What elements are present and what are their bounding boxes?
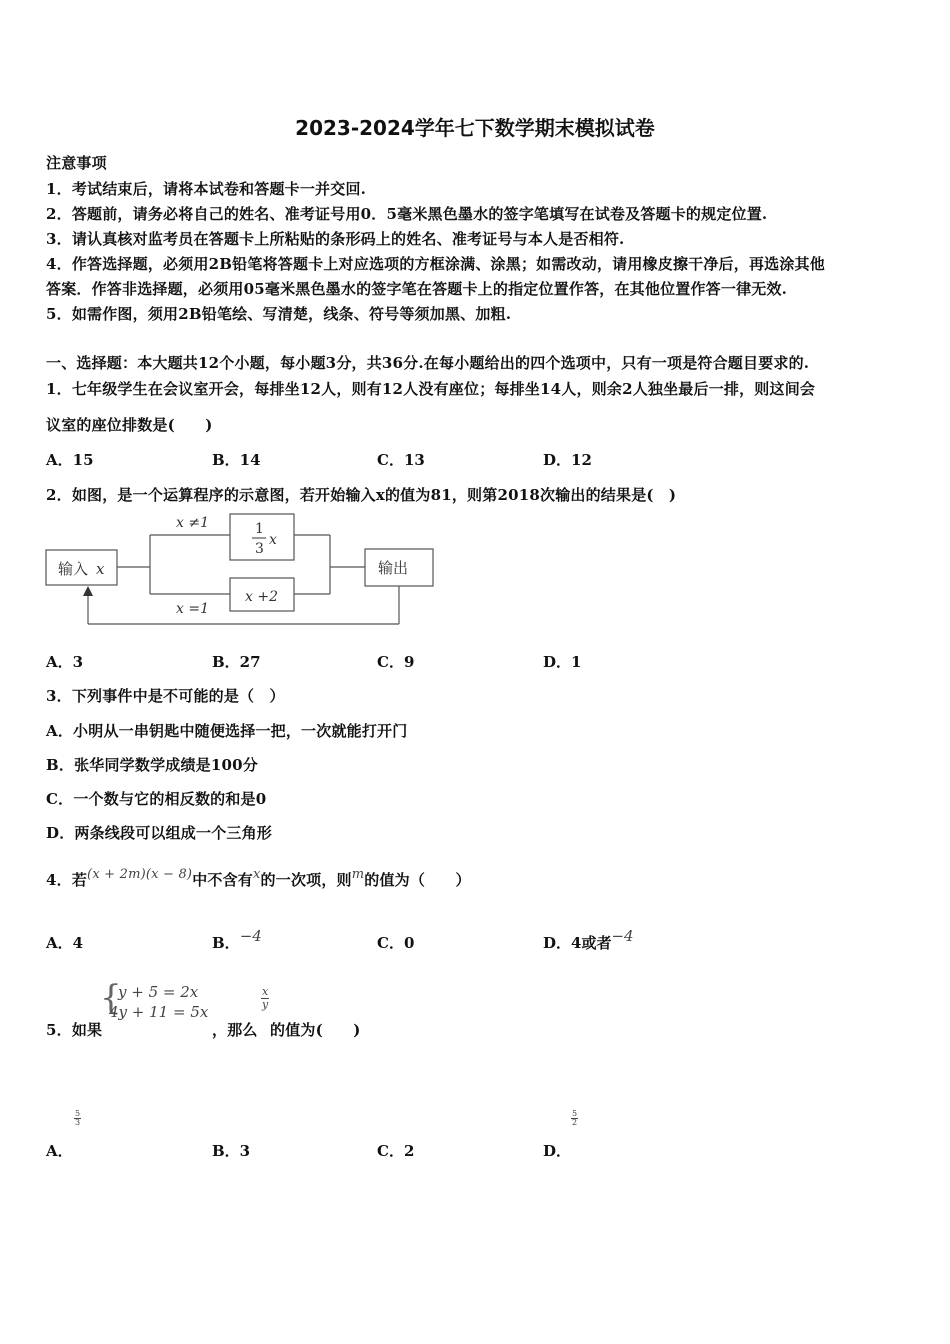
q4-expr: (x + 2m)(x − 8) <box>87 867 193 882</box>
page-title: 2023-2024学年七下数学期末模拟试卷 <box>295 116 655 140</box>
q4-var-m: m <box>351 867 365 882</box>
question-1-stem: 1．七年级学生在会议室开会，每排坐12人，则有12人没有座位；每排坐14人，则余2人独坐最后一排，则这间会 <box>46 380 816 398</box>
question-5-suffix: 的值为( ) <box>270 1021 361 1039</box>
q5-option-d: D． <box>543 1142 572 1160</box>
q4-suffix: 的值为（ ） <box>364 871 471 889</box>
q5-option-a-frac: $\frac{5}{3}$ <box>75 1109 81 1128</box>
q4-option-b: B．−4 <box>212 927 262 952</box>
cond-top: x ≠1 <box>176 515 209 531</box>
q1-option-d: D．12 <box>543 451 592 469</box>
question-2-stem: 2．如图，是一个运算程序的示意图，若开始输入x的值为81，则第2018次输出的结果是( ) <box>46 486 677 504</box>
q1-option-c: C．13 <box>377 451 425 469</box>
question-1-stem-cont: 议室的座位排数是( ) <box>46 416 213 434</box>
q4-var-x: x <box>253 867 261 882</box>
section-heading: 一、选择题：本大题共12个小题，每小题3分，共36分.在每小题给出的四个选项中，只有一项是符合题目要求的. <box>46 354 810 372</box>
q5-brace: { <box>100 978 122 1018</box>
q4-option-d: D．4或者−4 <box>543 927 634 952</box>
q4-option-d-math: −4 <box>611 927 634 945</box>
q5-eq1: y + 5 = 2x <box>118 983 199 1001</box>
q5-option-a: A． <box>46 1142 73 1160</box>
q1-option-a: A．15 <box>46 451 94 469</box>
q3-option-c: C．一个数与它的相反数的和是0 <box>46 790 267 808</box>
cond-bottom: x =1 <box>176 601 209 617</box>
question-5-prefix: 5．如果 <box>46 1021 103 1039</box>
question-4-stem <box>46 869 471 890</box>
notice-item: 1．考试结束后，请将本试卷和答题卡一并交回. <box>46 180 367 198</box>
notice-heading: 注意事项 <box>46 154 107 172</box>
q2-option-a: A．3 <box>46 653 84 671</box>
q4-mid1: 中不含有 <box>192 871 253 889</box>
notice-item: 4．作答选择题，必须用2B铅笔将答题卡上对应选项的方框涂满、涂黑；如需改动，请用橡皮擦干净后，再选涂其他 <box>46 255 825 273</box>
q3-option-a: A．小明从一串钥匙中随便选择一把，一次就能打开门 <box>46 722 408 740</box>
q2-option-c: C．9 <box>377 653 415 671</box>
output-label: 输出 <box>378 559 409 577</box>
q5-eq2: 4y + 11 = 5x <box>109 1003 209 1021</box>
input-label: 输入 <box>58 560 89 578</box>
q5-option-c: C．2 <box>377 1142 415 1160</box>
notice-item: 2．答题前，请务必将自己的姓名、准考证号用0．5毫米黑色墨水的签字笔填写在试卷及答题卡的规定位置. <box>46 205 768 223</box>
q2-option-d: D．1 <box>543 653 582 671</box>
op-top-var: x <box>269 532 277 548</box>
notice-item: 3．请认真核对监考员在答题卡上所粘贴的条形码上的姓名、准考证号与本人是否相符. <box>46 230 625 248</box>
arrow-up-icon <box>83 586 93 596</box>
q2-option-b: B．27 <box>212 653 261 671</box>
q4-option-b-math: −4 <box>239 927 262 945</box>
input-var: x <box>96 560 105 578</box>
q4-option-c: C．0 <box>377 934 415 952</box>
op-top-den: 3 <box>255 541 264 557</box>
q3-option-b: B．张华同学数学成绩是100分 <box>46 756 258 774</box>
q5-option-d-frac: $\frac{5}{2}$ <box>572 1109 578 1128</box>
notice-item: 答案．作答非选择题，必须用05毫米黑色墨水的签字笔在答题卡上的指定位置作答，在其他位置作答一律无效. <box>46 280 788 298</box>
notice-item: 5．如需作图，须用2B铅笔绘、写清楚，线条、符号等须加黑、加粗. <box>46 305 512 323</box>
q4-prefix: 4．若 <box>46 871 88 889</box>
q3-option-d: D．两条线段可以组成一个三角形 <box>46 824 273 842</box>
op-bottom: x +2 <box>245 589 278 605</box>
q5-frac-xy: $\frac{x}{y}$ <box>262 985 269 1011</box>
q4-option-a: A．4 <box>46 934 84 952</box>
op-top-num: 1 <box>255 521 264 537</box>
q4-mid2: 的一次项，则 <box>260 871 352 889</box>
q5-option-b: B．3 <box>212 1142 251 1160</box>
q1-option-b: B．14 <box>212 451 261 469</box>
question-3-stem: 3．下列事件中是不可能的是（ ） <box>46 687 285 705</box>
question-5-mid: ，那么 <box>212 1021 258 1039</box>
flowchart-diagram <box>40 508 440 632</box>
